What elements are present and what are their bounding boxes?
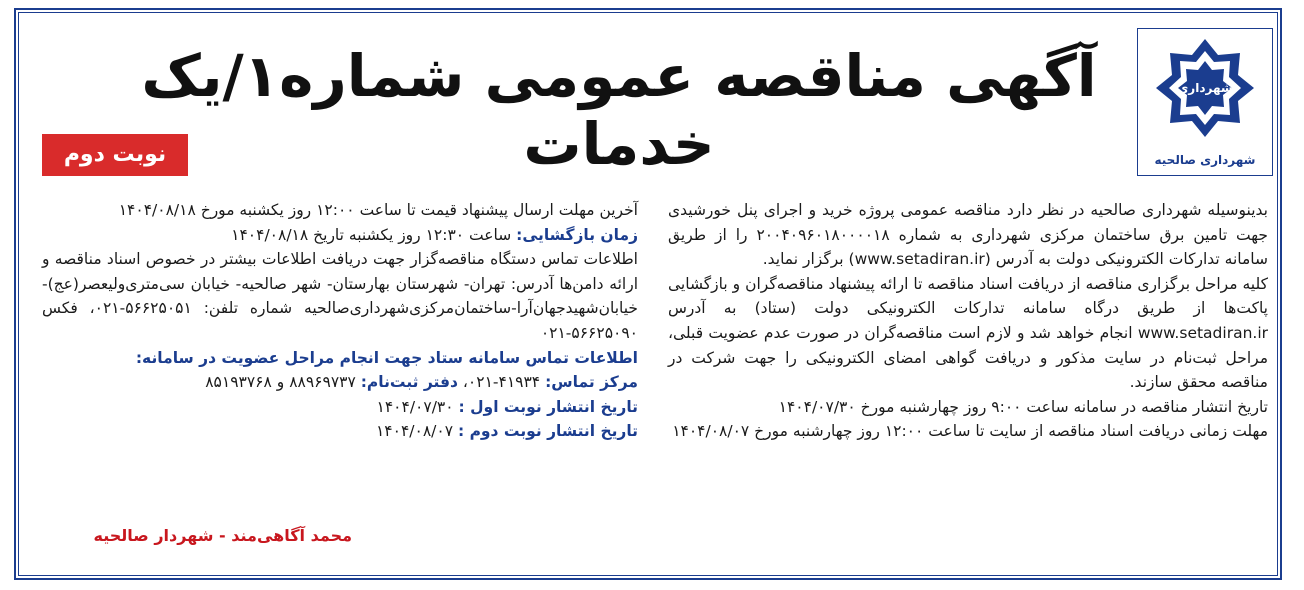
opening-value: ساعت ۱۲:۳۰ روز یکشنبه تاریخ ۱۴۰۴/۰۸/۱۸ (231, 225, 512, 244)
signature: محمد آگاهی‌مند - شهردار صالحیه (93, 526, 352, 545)
page-title: آگهی مناقصه عمومی شماره۱/یک خدمات (141, 42, 1097, 178)
publish-date-paragraph: تاریخ انتشار مناقصه در سامانه ساعت ۹:۰۰ روز چهارشنبه مورخ ۱۴۰۴/۰۷/۳۰ (778, 397, 1268, 416)
second-publication-value: ۱۴۰۴/۰۸/۰۷ (375, 422, 454, 441)
document-deadline-paragraph: مهلت زمانی دریافت اسناد مناقصه از سایت تا ساعت ۱۲:۰۰ روز چهارشنبه مورخ ۱۴۰۴/۰۸/۰۷ (672, 422, 1268, 441)
emblem-text: شهرداری (1177, 81, 1233, 95)
opening-label: زمان بازگشایی: (516, 225, 638, 244)
logo-caption: شهرداری صالحیه (1154, 153, 1256, 167)
setad-contact-heading: اطلاعات تماس سامانه ستاد جهت انجام مراحل عضویت در سامانه: (135, 348, 638, 367)
procedure-paragraph: کلیه مراحل برگزاری مناقصه از دریافت اسناد مناقصه تا ارائه پیشنهاد مناقصه‌گران و بازگشایی پاکت‌ها از طریق درگاه سامانه تدارکات الکترونیکی دولت (ستاد) به آدرس www.setadiran.ir انجام خواهد شد و لازم است مناقصه‌گران در صورت عدم عضویت قبلی، مراحل ثبت‌نام در سایت مذکور و دریافت گواهی امضای الکترونیکی را جهت شرکت در مناقصه محقق سازند. (668, 274, 1268, 392)
bid-deadline-paragraph: آخرین مهلت ارسال پیشنهاد قیمت تا ساعت ۱۲:۰۰ روز یکشنبه مورخ ۱۴۰۴/۰۸/۱۸ (118, 201, 638, 219)
call-center-label: مرکز تماس: (545, 373, 638, 392)
right-column (668, 198, 1268, 444)
registry-value: ۸۸۹۶۹۷۳۷ و ۸۵۱۹۳۷۶۸ (205, 373, 356, 392)
second-publication-paragraph (42, 419, 638, 444)
registry-label: دفتر ثبت‌نام: (360, 373, 458, 392)
left-column (42, 198, 638, 444)
intro-paragraph: بدینوسیله شهرداری صالحیه در نظر دارد مناقصه عمومی پروژه خرید و اجرای پنل خورشیدی جهت تامین برق ساختمان مرکزی شهرداری به شماره ۲۰۰۴۰۹۶۰۱۸۰۰۰۰۱۸ را از طریق سامانه تدارکات الکترونیکی دولت به آدرس (www.setadiran.ir) برگزار نماید. (668, 201, 1269, 269)
call-center-value: ۴۱۹۳۴-۰۲۱، (462, 373, 541, 392)
second-publication-label: تاریخ انتشار نوبت دوم : (457, 422, 638, 441)
status-badge: نوبت دوم (42, 134, 188, 176)
first-publication-value: ۱۴۰۴/۰۷/۳۰ (376, 397, 454, 416)
first-publication-paragraph (42, 395, 638, 420)
contact-info-paragraph: اطلاعات تماس دستگاه مناقصه‌گزار جهت دریافت اطلاعات بیشتر در خصوص اسناد مناقصه و ارائه دامن‌ها آدرس: تهران- شهرستان بهارستان- شهر صالحیه- خیابان سی‌متری‌ولیعصر(عج)-خیابان‌شهیدجهان‌آرا-ساختمان‌مرکزی‌شهرداری‌صالحیه شماره تلفن: ۵۶۶۲۵۰۵۱-۰۲۱، فکس ۵۶۶۲۵۰۹۰-۰۲۱ (42, 250, 638, 342)
setad-phone-paragraph (42, 370, 638, 395)
opening-time-paragraph (42, 223, 638, 248)
municipality-star-emblem-icon (1152, 35, 1258, 141)
first-publication-label: تاریخ انتشار نوبت اول : (458, 397, 638, 416)
municipality-logo (1137, 28, 1273, 176)
